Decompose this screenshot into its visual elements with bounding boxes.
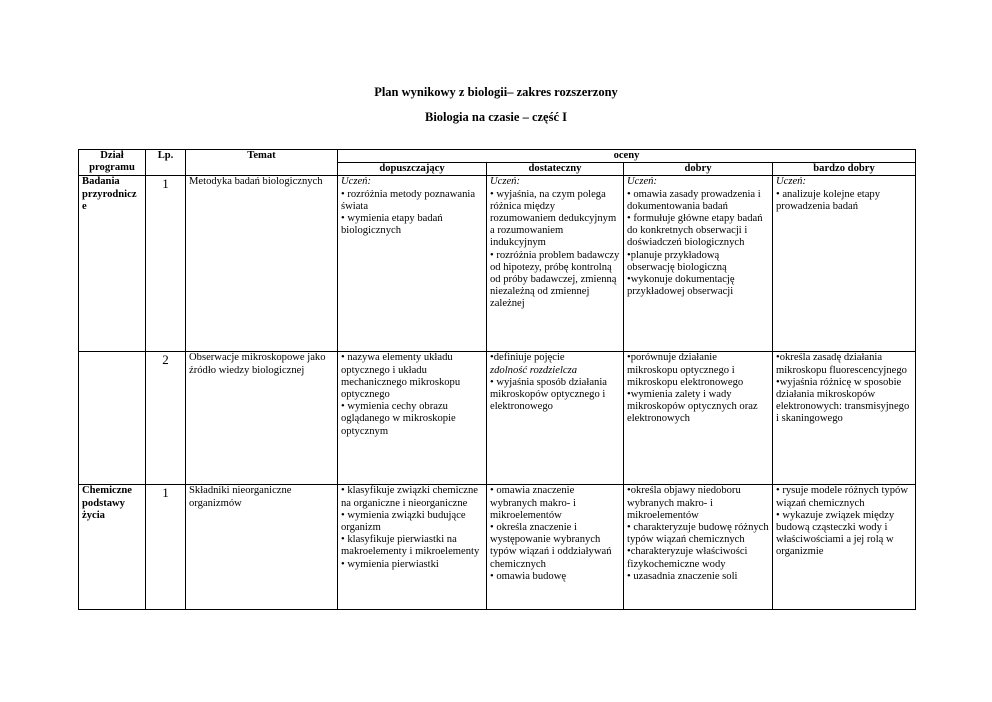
cell-line: Uczeń: bbox=[490, 176, 521, 188]
cell-temat: Obserwacje mikroskopowe jako źródło wiedzy biologicznej bbox=[186, 352, 338, 485]
cell-line: • klasyfikuje pierwiastki na makroelementy i mikroelementy bbox=[341, 534, 480, 558]
cell-dopuszczajacy bbox=[338, 485, 487, 610]
cell-temat: Składniki nieorganiczne organizmów bbox=[186, 485, 338, 610]
header-lp: Lp. bbox=[146, 150, 186, 176]
cell-line: •charakteryzuje właściwości fizykochemiczne wody bbox=[627, 546, 751, 570]
cell-temat: Metodyka badań biologicznych bbox=[186, 176, 338, 352]
header-grade-bardzo-dobry: bardzo dobry bbox=[773, 163, 916, 176]
cell-line: • wymienia etapy badań biologicznych bbox=[341, 213, 446, 237]
cell-bardzo-dobry bbox=[773, 352, 916, 485]
cell-lp: 2 bbox=[146, 352, 186, 485]
cell-dopuszczajacy bbox=[338, 352, 487, 485]
cell-line: • omawia znaczenie wybranych makro- i mikroelementów bbox=[490, 485, 579, 521]
cell-line: • wyjaśnia sposób działania mikroskopów optycznego i elektronowego bbox=[490, 376, 610, 413]
cell-line: • wykazuje związek między budową cząsteczki wody i właściwościami a jej rolą w organizmie bbox=[776, 509, 897, 558]
cell-line: • omawia budowę bbox=[490, 570, 567, 582]
cell-line: •planuje przykładową obserwację biologiczną bbox=[627, 249, 727, 273]
cell-line: • rysuje modele różnych typów wiązań chemicznych bbox=[776, 485, 911, 509]
cell-line: Uczeń: bbox=[776, 176, 807, 188]
cell-bardzo-dobry bbox=[773, 176, 916, 352]
cell-dzial: Chemiczne podstawy życia bbox=[79, 485, 146, 610]
cell-line: •wykonuje dokumentację przykładowej obserwacji bbox=[627, 274, 738, 298]
header-grade-dopuszczajacy: dopuszczający bbox=[338, 163, 487, 176]
cell-line: • analizuje kolejne etapy prowadzenia badań bbox=[776, 188, 883, 212]
header-dzial: Dział programu bbox=[79, 150, 146, 176]
cell-line-term: zdolność rozdzielcza bbox=[490, 364, 578, 376]
cell-line: •wymienia zalety i wady mikroskopów optycznych oraz elektronowych bbox=[627, 389, 761, 425]
cell-line: • wymienia pierwiastki bbox=[341, 558, 439, 570]
cell-line: • uzasadnia znaczenie soli bbox=[627, 570, 738, 582]
cell-dzial: Badania przyrodnicz e bbox=[79, 176, 146, 352]
cell-dobry bbox=[624, 352, 773, 485]
cell-line: •wyjaśnia różnicę w sposobie działania mikroskopów elektronowych: transmisyjnego i skaningowego bbox=[776, 376, 912, 425]
document-subtitle: Biologia na czasie – część I bbox=[425, 110, 567, 124]
cell-line: • charakteryzuje budowę różnych typów wiązań chemicznych bbox=[627, 522, 772, 546]
cell-dobry bbox=[624, 176, 773, 352]
header-grade-dostateczny: dostateczny bbox=[487, 163, 624, 176]
document-title: Plan wynikowy z biologii– zakres rozszerzony bbox=[374, 85, 618, 99]
cell-line: Uczeń: bbox=[341, 176, 372, 188]
cell-dostateczny bbox=[487, 176, 624, 352]
cell-dostateczny bbox=[487, 485, 624, 610]
cell-line: • rozróżnia metody poznawania świata bbox=[341, 188, 478, 212]
header-temat: Temat bbox=[186, 150, 338, 176]
table-row bbox=[79, 485, 916, 610]
cell-bardzo-dobry bbox=[773, 485, 916, 610]
cell-line: • wymienia cechy obrazu oglądanego w mikroskopie optycznym bbox=[341, 401, 459, 437]
header-grade-dobry: dobry bbox=[624, 163, 773, 176]
table-row bbox=[79, 352, 916, 485]
cell-line: • formułuje główne etapy badań do konkretnych obserwacji i doświadczeń biologicznych bbox=[627, 213, 766, 249]
cell-line: • klasyfikuje związki chemiczne na organiczne i nieorganiczne bbox=[341, 485, 481, 509]
cell-line: • określa znaczenie i występowanie wybranych typów wiązań i oddziaływań chemicznych bbox=[490, 522, 615, 570]
cell-line: • omawia zasady prowadzenia i dokumentowania badań bbox=[627, 188, 764, 212]
cell-line: •definiuje pojęcie bbox=[490, 352, 565, 364]
cell-line: •określa objawy niedoboru wybranych makro- i mikroelementów bbox=[627, 485, 744, 521]
cell-lp: 1 bbox=[146, 176, 186, 352]
cell-lp: 1 bbox=[146, 485, 186, 610]
cell-line: • nazywa elementy układu optycznego i układu mechanicznego mikroskopu optycznego bbox=[341, 352, 463, 401]
cell-dopuszczajacy bbox=[338, 176, 487, 352]
cell-dzial bbox=[79, 352, 146, 485]
cell-line: • wyjaśnia, na czym polega różnica między rozumowaniem dedukcyjnym a rozumowaniem indukcyjnym bbox=[490, 188, 619, 249]
cell-line: • rozróżnia problem badawczy od hipotezy, próbę kontrolną od próby badawczej, zmienną niezależną od zmiennej zależnej bbox=[490, 249, 622, 310]
grading-table bbox=[78, 149, 916, 610]
table-row bbox=[79, 176, 916, 352]
cell-dostateczny bbox=[487, 352, 624, 485]
cell-line: •określa zasadę działania mikroskopu fluorescencyjnego bbox=[776, 352, 907, 376]
cell-line: Uczeń: bbox=[627, 176, 658, 188]
header-oceny: oceny bbox=[338, 150, 916, 163]
cell-line: •porównuje działanie mikroskopu optycznego i mikroskopu elektronowego bbox=[627, 352, 744, 388]
cell-line: • wymienia związki budujące organizm bbox=[341, 509, 469, 534]
cell-dobry bbox=[624, 485, 773, 610]
